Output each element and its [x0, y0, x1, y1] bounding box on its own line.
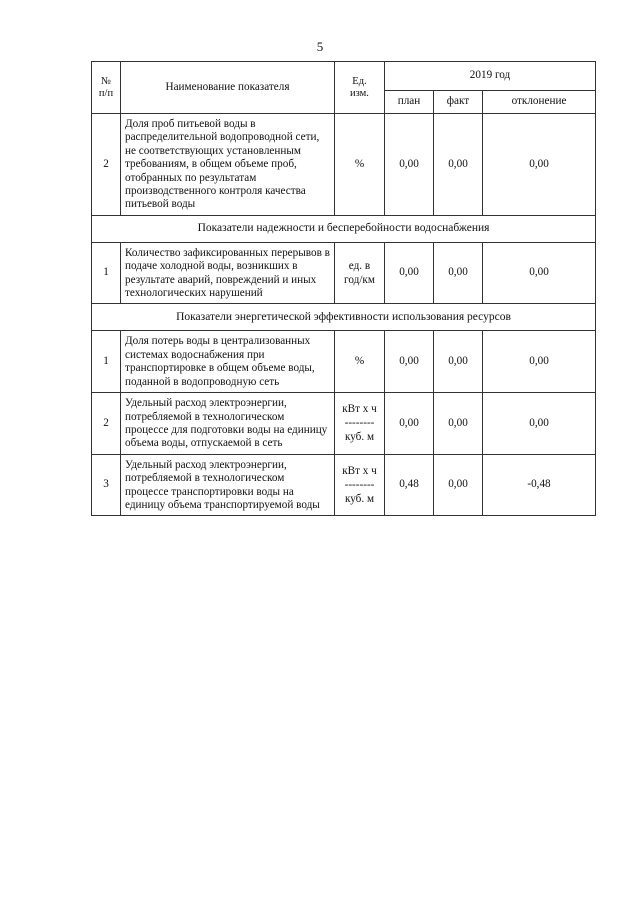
row-number: 2 — [92, 393, 121, 455]
header-fact: факт — [434, 91, 483, 114]
row-number: 2 — [92, 114, 121, 216]
table-row — [92, 331, 596, 393]
row-name: Удельный расход электроэнергии, потребляемой в технологическом процессе транспортировки воды на единицу объема транспортируемой воды — [121, 454, 335, 516]
row-number: 1 — [92, 331, 121, 393]
table-row — [92, 242, 596, 304]
row-unit — [335, 393, 385, 455]
row-unit-fraction-line: -------- — [344, 417, 375, 430]
row-plan: 0,00 — [385, 242, 434, 304]
row-unit-numerator: кВт х ч — [342, 465, 377, 478]
row-plan: 0,48 — [385, 454, 434, 516]
section-header-row — [92, 304, 596, 331]
row-name: Удельный расход электроэнергии, потребляемой в технологическом процессе для подготовки воды на единицу объема воды, отпускаемой в сеть — [121, 393, 335, 455]
row-unit — [335, 454, 385, 516]
section-header-row — [92, 215, 596, 242]
row-deviation: 0,00 — [483, 242, 596, 304]
header-year: 2019 год — [385, 62, 596, 91]
row-deviation: 0,00 — [483, 114, 596, 216]
row-plan: 0,00 — [385, 393, 434, 455]
row-fact: 0,00 — [434, 393, 483, 455]
row-number: 3 — [92, 454, 121, 516]
header-unit-line1: Ед. — [352, 75, 367, 87]
table-row — [92, 454, 596, 516]
row-deviation: 0,00 — [483, 331, 596, 393]
row-unit-numerator: кВт х ч — [342, 403, 377, 416]
row-unit-denominator: куб. м — [344, 431, 375, 444]
row-name: Доля потерь воды в централизованных системах водоснабжения при транспортировке в общем объеме воды, поданной в водопроводную сеть — [121, 331, 335, 393]
row-unit-fraction-line: -------- — [344, 479, 375, 492]
header-name: Наименование показателя — [121, 62, 335, 114]
row-unit-denominator: куб. м — [344, 493, 375, 506]
page-number: 5 — [316, 39, 324, 54]
table-row — [92, 114, 596, 216]
row-plan: 0,00 — [385, 331, 434, 393]
row-deviation: 0,00 — [483, 393, 596, 455]
row-plan: 0,00 — [385, 114, 434, 216]
row-fact: 0,00 — [434, 242, 483, 304]
row-number: 1 — [92, 242, 121, 304]
header-plan: план — [385, 91, 434, 114]
row-name: Доля проб питьевой воды в распределительной водопроводной сети, не соответствующих установленным требованиям, в общем объеме проб, отобранных по результатам производственного контроля качества питьевой воды — [121, 114, 335, 216]
indicators-table — [91, 61, 596, 516]
row-fact: 0,00 — [434, 331, 483, 393]
header-unit — [335, 62, 385, 114]
header-row — [92, 62, 596, 91]
header-unit-line2: изм. — [350, 87, 369, 99]
row-unit-line1: ед. в — [348, 260, 371, 273]
table-row — [92, 393, 596, 455]
header-number-sub: п/п — [98, 87, 114, 99]
section-reliability-title: Показатели надежности и бесперебойности водоснабжения — [92, 215, 596, 242]
section-energy-title: Показатели энергетической эффективности использования ресурсов — [92, 304, 596, 331]
header-number-symbol: № — [100, 75, 112, 87]
row-unit: % — [335, 114, 385, 216]
row-unit: % — [335, 331, 385, 393]
row-name: Количество зафиксированных перерывов в подаче холодной воды, возникших в результате аварий, повреждений и иных технологических нарушений — [121, 242, 335, 304]
row-unit — [335, 242, 385, 304]
row-fact: 0,00 — [434, 454, 483, 516]
header-deviation: отклонение — [483, 91, 596, 114]
header-number — [92, 62, 121, 114]
row-deviation: -0,48 — [483, 454, 596, 516]
row-unit-line2: год/км — [344, 274, 375, 287]
row-fact: 0,00 — [434, 114, 483, 216]
